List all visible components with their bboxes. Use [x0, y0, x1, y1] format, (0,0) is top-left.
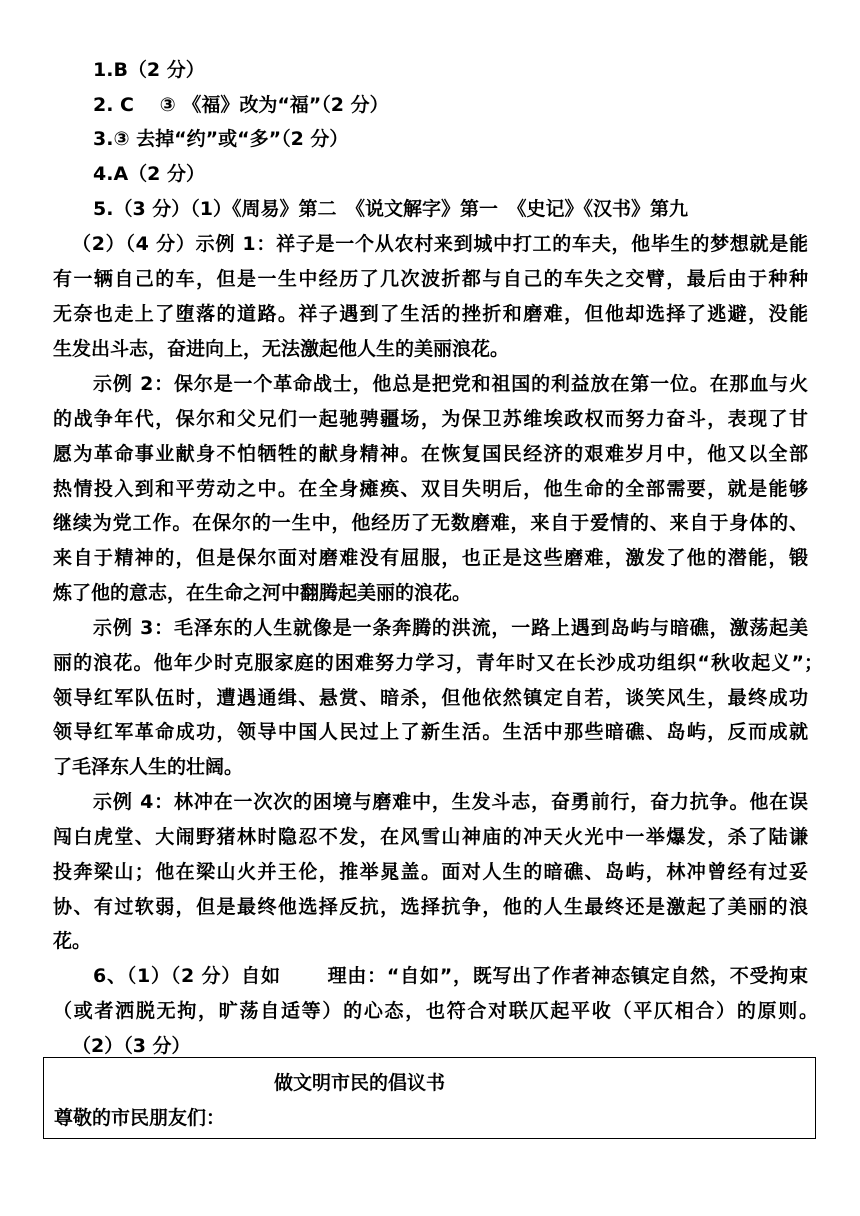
example-4-line: 示例 4：林冲在一次次的困境与磨难中，生发斗志，奋勇前行，奋力抗争。他在误 — [93, 791, 808, 813]
example-2-line: 热情投入到和平劳动之中。在全身瘫痪、双目失明后，他生命的全部需要，就是能够 — [53, 478, 808, 500]
answer-5-part-2-line: 无奈也走上了堕落的道路。祥子遇到了生活的挫折和磨难，但他却选择了逃避，没能 — [53, 303, 808, 325]
example-4-line: 闯白虎堂、大闹野猪林时隐忍不发，在风雪山神庙的冲天火光中一举爆发，杀了陆谦 — [53, 826, 808, 848]
example-4-line: 花。 — [53, 930, 92, 952]
example-2-line: 示例 2：保尔是一个革命战士，他总是把党和祖国的利益放在第一位。在那血与火 — [93, 373, 808, 395]
answer-6-part-2: （2）（3 分） — [72, 1035, 191, 1057]
answer-5-part-2-line: 生发出斗志，奋进向上，无法激起他人生的美丽浪花。 — [53, 338, 510, 360]
example-2-line: 继续为党工作。在保尔的一生中，他经历了无数磨难，来自于爱情的、来自于身体的、 — [53, 512, 808, 534]
example-2-line: 炼了他的意志，在生命之河中翻腾起美丽的浪花。 — [53, 582, 472, 604]
answer-2: 2. C ③ 《福》改为“福”（2 分） — [93, 94, 389, 116]
answer-6-line: （或者洒脱无拘，旷荡自适等）的心态，也符合对联仄起平收（平仄相合）的原则。 — [53, 1000, 818, 1022]
answer-4: 4.A（2 分） — [93, 163, 205, 185]
example-2-line: 来自于精神的，但是保尔面对磨难没有屈服，也正是这些磨难，激发了他的潜能，锻 — [53, 547, 808, 569]
proposal-box — [43, 1057, 816, 1139]
answer-1: 1.B（2 分） — [93, 59, 205, 81]
answer-5-part-2-line: （2）（4 分）示例 1：祥子是一个从农村来到城中打工的车夫，他毕生的梦想就是能 — [72, 233, 808, 255]
example-3-line: 丽的浪花。他年少时克服家庭的困难努力学习，青年时又在长沙成功组织“秋收起义”； — [53, 652, 823, 674]
example-4-line: 协、有过软弱，但是最终他选择反抗，选择抗争，他的人生最终还是激起了美丽的浪 — [53, 896, 808, 918]
example-4-line: 投奔梁山；他在梁山火并王伦，推举晁盖。面对人生的暗礁、岛屿，林冲曾经有过妥 — [53, 861, 808, 883]
example-3-line: 了毛泽东人生的壮阔。 — [53, 756, 244, 778]
example-3-line: 领导红军革命成功，领导中国人民过上了新生活。生活中那些暗礁、岛屿，反而成就 — [53, 721, 808, 743]
answer-5-part-2-line: 有一辆自己的车，但是一生中经历了几次波折都与自己的车失之交臂，最后由于种种 — [53, 268, 808, 290]
example-2-line: 愿为革命事业献身不怕牺牲的献身精神。在恢复国民经济的艰难岁月中，他又以全部 — [53, 443, 808, 465]
example-2-line: 的战争年代，保尔和父兄们一起驰骋疆场，为保卫苏维埃政权而努力奋斗，表现了甘 — [53, 408, 808, 430]
proposal-title: 做文明市民的倡议书 — [274, 1072, 446, 1094]
proposal-greeting: 尊敬的市民朋友们： — [54, 1107, 226, 1129]
example-3-line: 领导红军队伍时，遭遇通缉、悬赏、暗杀，但他依然镇定自若，谈笑风生，最终成功 — [53, 687, 808, 709]
answer-6-line: 6、（1）（2 分）自如 理由：“自如”，既写出了作者神态镇定自然，不受拘束 — [93, 965, 808, 987]
answer-5-part-1: 5.（3 分）（1）《周易》第二 《说文解字》第一 《史记》《汉书》第九 — [93, 198, 688, 220]
example-3-line: 示例 3：毛泽东的人生就像是一条奔腾的洪流，一路上遇到岛屿与暗礁，激荡起美 — [93, 617, 808, 639]
answer-3: 3.③ 去掉“约”或“多”（2 分） — [93, 128, 349, 150]
